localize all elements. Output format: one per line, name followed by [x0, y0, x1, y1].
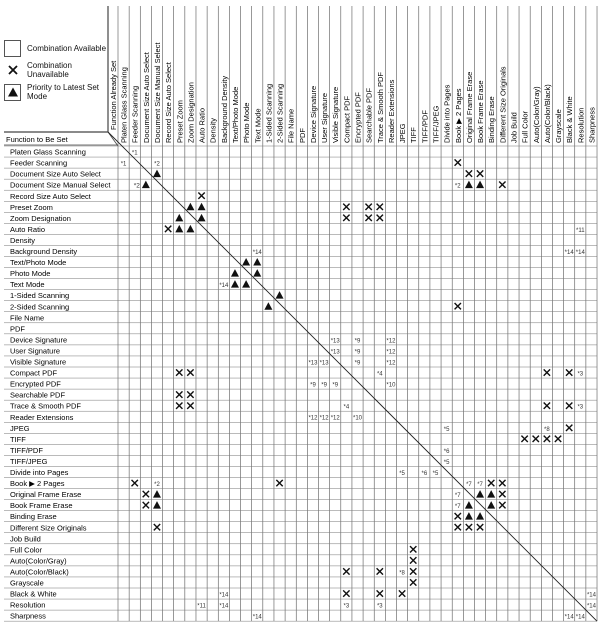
cross-icon — [143, 502, 149, 508]
column-label: 2-Sided Scanning — [275, 83, 285, 143]
note-mark: *9 — [310, 382, 316, 389]
row-label: JPEG — [10, 423, 30, 433]
diagonal-line — [108, 132, 597, 621]
row-label: Platen Glass Scanning — [10, 147, 86, 157]
note-mark: *4 — [376, 371, 383, 378]
cross-icon — [466, 170, 472, 176]
row-label: Device Signature — [10, 335, 68, 345]
note-mark: *7 — [454, 504, 461, 511]
row-label: Different Size Originals — [10, 523, 87, 533]
note-mark: *10 — [386, 382, 396, 389]
column-label: Platen Glass Scanning — [119, 67, 129, 143]
cross-icon — [343, 215, 349, 221]
cross-icon — [488, 480, 494, 486]
row-label: Auto(Color/Gray) — [10, 556, 67, 566]
cross-icon — [455, 303, 461, 309]
note-mark: *2 — [154, 482, 160, 489]
legend-label: Combination Available — [27, 44, 107, 53]
row-label: Auto Ratio — [10, 224, 46, 234]
cross-icon — [176, 391, 182, 397]
col-header-title: Function Already Set — [109, 60, 118, 130]
row-label: File Name — [10, 313, 45, 323]
column-label: Trace & Smooth PDF — [375, 72, 385, 143]
column-label: User Signature — [320, 92, 330, 143]
note-mark: *13 — [330, 349, 340, 356]
cross-icon — [198, 193, 204, 199]
column-label: JPEG — [398, 123, 408, 143]
note-mark: *9 — [354, 360, 361, 367]
row-label: Encrypted PDF — [10, 379, 61, 389]
row-label: Divide into Pages — [10, 468, 69, 477]
note-mark: *14 — [575, 614, 585, 621]
triangle-icon — [175, 214, 183, 222]
row-label: Reader Extensions — [10, 412, 74, 422]
column-label: Document Size Manual Select — [152, 42, 162, 143]
row-label: Book ▶ 2 Pages — [10, 479, 65, 489]
triangle-icon — [487, 490, 495, 498]
note-mark: *14 — [252, 614, 262, 621]
row-label: Book Frame Erase — [10, 501, 73, 511]
note-mark: *3 — [376, 603, 383, 610]
note-mark: *6 — [421, 470, 428, 477]
column-label: Book ▶ 2 Pages — [453, 88, 463, 143]
row-label: Preset Zoom — [10, 202, 53, 212]
cross-icon — [455, 513, 461, 519]
note-mark: *1 — [131, 150, 138, 157]
row-label: TIFF/JPEG — [10, 456, 48, 466]
triangle-icon — [476, 490, 484, 498]
column-label: Different Size Originals — [498, 66, 508, 143]
column-label: Job Build — [509, 112, 519, 143]
note-mark: *14 — [252, 249, 262, 256]
triangle-icon — [231, 269, 239, 277]
triangle-icon — [465, 512, 473, 520]
row-label: Job Build — [10, 534, 41, 544]
note-mark: *11 — [197, 603, 206, 610]
column-label: Visible Signature — [331, 86, 341, 143]
cross-icon — [455, 524, 461, 530]
column-label: Device Signature — [308, 85, 318, 143]
cross-icon — [566, 369, 572, 375]
note-mark: *5 — [399, 470, 405, 477]
note-mark: *2 — [154, 161, 160, 168]
note-mark: *12 — [386, 349, 396, 356]
column-label: Searchable PDF — [364, 87, 374, 143]
cross-icon — [377, 568, 383, 574]
cross-icon — [276, 480, 282, 486]
row-label: Original Frame Erase — [10, 490, 82, 500]
triangle-icon — [153, 170, 161, 178]
row-label: 1-Sided Scanning — [10, 291, 70, 301]
cross-icon — [410, 546, 416, 552]
triangle-icon — [476, 512, 484, 520]
column-label: Auto(Color/Black) — [542, 84, 552, 143]
note-mark: *8 — [399, 570, 405, 577]
cross-icon — [187, 369, 193, 375]
row-label: Sharpness — [10, 611, 46, 621]
cross-icon — [410, 568, 416, 574]
column-label: Binding Erase — [487, 96, 497, 143]
note-mark: *12 — [386, 338, 396, 345]
column-label: Original Frame Erase — [464, 71, 474, 143]
cross-icon — [533, 436, 539, 442]
cross-icon — [410, 557, 416, 563]
column-label: Book Frame Erase — [476, 80, 486, 143]
cross-icon — [399, 590, 405, 596]
note-mark: *7 — [477, 482, 483, 489]
column-label: TIFF — [409, 127, 419, 143]
cross-icon — [555, 436, 561, 442]
cross-icon — [165, 226, 171, 232]
cross-icon — [477, 524, 483, 530]
row-label: Photo Mode — [10, 269, 51, 279]
legend-label: Combination Unavailable — [27, 61, 72, 79]
cross-icon — [544, 369, 550, 375]
row-label: Feeder Scanning — [10, 158, 68, 168]
triangle-icon — [253, 269, 261, 277]
row-label: Zoom Designation — [10, 213, 71, 223]
triangle-icon — [264, 302, 272, 310]
note-mark: *12 — [308, 415, 318, 422]
row-label: Trace & Smooth PDF — [10, 401, 81, 411]
cross-icon — [455, 159, 461, 165]
column-label: Text/Photo Mode — [230, 86, 240, 143]
row-label: TIFF/PDF — [10, 445, 43, 455]
row-label: Black & White — [10, 589, 57, 599]
column-label: Background Density — [219, 75, 229, 143]
note-mark: *7 — [454, 493, 461, 500]
note-mark: *12 — [386, 360, 396, 367]
cross-icon — [377, 590, 383, 596]
cross-icon — [187, 391, 193, 397]
row-label: Grayscale — [10, 578, 44, 588]
note-mark: *9 — [354, 338, 361, 345]
cross-icon — [176, 369, 182, 375]
row-label: Auto(Color/Black) — [10, 567, 69, 577]
column-label: Grayscale — [554, 109, 564, 143]
row-label: Document Size Manual Select — [10, 180, 111, 190]
note-mark: *5 — [443, 459, 450, 466]
cross-icon — [466, 524, 472, 530]
row-label: Text/Photo Mode — [10, 258, 67, 268]
note-mark: *14 — [219, 603, 229, 610]
note-mark: *14 — [575, 249, 585, 256]
row-label: Compact PDF — [10, 368, 58, 378]
column-label: Full Color — [520, 110, 530, 143]
cross-icon — [566, 425, 572, 431]
column-label: Photo Mode — [242, 102, 252, 143]
row-label: PDF — [10, 324, 25, 334]
note-mark: *14 — [564, 249, 574, 256]
cross-icon — [343, 204, 349, 210]
note-mark: *12 — [319, 415, 329, 422]
column-label: Divide into Pages — [442, 84, 452, 143]
cross-icon — [377, 204, 383, 210]
note-mark: *10 — [353, 415, 363, 422]
cross-icon — [343, 590, 349, 596]
triangle-icon — [142, 181, 150, 189]
note-mark: *7 — [466, 482, 472, 489]
row-header-title: Function to Be Set — [6, 135, 68, 144]
triangle-icon — [276, 291, 284, 299]
column-label: Resolution — [576, 107, 586, 143]
row-label: TIFF — [10, 434, 26, 444]
cross-icon — [143, 491, 149, 497]
cross-icon — [544, 402, 550, 408]
cross-icon — [343, 568, 349, 574]
triangle-icon — [153, 490, 161, 498]
note-mark: *9 — [354, 349, 361, 356]
column-label: Preset Zoom — [175, 100, 185, 143]
column-label: Auto(Color/Gray) — [531, 86, 541, 143]
triangle-icon — [242, 280, 250, 288]
column-label: TIFF/JPEG — [431, 105, 441, 143]
note-mark: *9 — [321, 382, 327, 389]
column-label: TIFF/PDF — [420, 110, 430, 143]
note-mark: *5 — [443, 426, 450, 433]
column-label: Text Mode — [253, 108, 263, 143]
column-label: Zoom Designation — [186, 82, 196, 143]
note-mark: *12 — [330, 415, 340, 422]
note-mark: *3 — [577, 371, 584, 378]
cross-icon — [499, 181, 505, 187]
cross-icon — [499, 480, 505, 486]
cross-icon — [544, 436, 550, 442]
legend-label: Priority to Latest Set Mode — [27, 83, 100, 101]
row-label: Binding Erase — [10, 512, 57, 522]
column-label: Feeder Scanning — [130, 85, 140, 143]
row-label: 2-Sided Scanning — [10, 302, 70, 312]
note-mark: *9 — [332, 382, 339, 389]
triangle-icon — [186, 225, 194, 233]
row-label: Record Size Auto Select — [10, 191, 91, 201]
row-label: User Signature — [10, 346, 61, 356]
row-label: Text Mode — [10, 280, 45, 290]
cross-icon — [176, 402, 182, 408]
column-label: Density — [208, 117, 218, 143]
note-mark: *2 — [133, 182, 140, 190]
cross-icon — [365, 215, 371, 221]
triangle-icon — [487, 501, 495, 509]
column-label: Auto Ratio — [197, 107, 207, 143]
note-mark: *14 — [564, 614, 574, 621]
column-label: Compact PDF — [342, 95, 352, 143]
note-mark: *5 — [432, 470, 439, 477]
cross-icon — [566, 402, 572, 408]
note-mark: *14 — [586, 603, 596, 610]
note-mark: *2 — [454, 183, 461, 190]
triangle-icon — [186, 203, 194, 211]
note-mark: *13 — [319, 360, 329, 367]
note-mark: *3 — [577, 404, 584, 411]
cross-icon — [187, 402, 193, 408]
row-label: Full Color — [10, 545, 43, 555]
note-mark: *3 — [343, 603, 350, 610]
row-label: Searchable PDF — [10, 390, 66, 400]
note-mark: *6 — [443, 448, 450, 455]
note-mark: *1 — [120, 161, 127, 168]
note-mark: *11 — [576, 227, 585, 234]
column-label: Encrypted PDF — [353, 92, 363, 143]
cross-icon — [499, 491, 505, 497]
row-label: Visible Signature — [10, 357, 67, 367]
column-label: File Name — [286, 108, 296, 143]
row-label: Density — [10, 235, 36, 245]
cross-icon — [477, 170, 483, 176]
column-label: 1-Sided Scanning — [264, 83, 274, 143]
column-label: PDF — [297, 128, 307, 143]
triangle-icon — [198, 203, 206, 211]
row-label: Resolution — [10, 600, 46, 610]
note-mark: *13 — [308, 360, 318, 367]
cross-icon — [499, 502, 505, 508]
cross-icon — [410, 579, 416, 585]
row-label: Document Size Auto Select — [10, 169, 101, 179]
note-mark: *14 — [219, 592, 229, 599]
cross-icon — [132, 480, 138, 486]
triangle-icon — [153, 501, 161, 509]
cross-icon — [154, 524, 160, 530]
note-mark: *8 — [544, 426, 550, 433]
triangle-icon — [198, 214, 206, 222]
triangle-icon — [476, 181, 484, 189]
triangle-icon — [465, 501, 473, 509]
column-label: Document Size Auto Select — [141, 52, 151, 143]
note-mark: *14 — [586, 592, 596, 599]
note-mark: *4 — [343, 404, 350, 411]
column-label: Black & White — [565, 96, 575, 143]
cross-icon — [377, 215, 383, 221]
column-label: Reader Extensions — [386, 79, 396, 143]
triangle-icon — [253, 258, 261, 266]
note-mark: *13 — [330, 338, 340, 345]
column-label: Sharpness — [587, 107, 597, 143]
note-mark: *14 — [219, 283, 229, 290]
triangle-icon — [175, 225, 183, 233]
triangle-icon — [231, 280, 239, 288]
column-label: Record Size Auto Select — [164, 62, 174, 143]
cross-icon — [521, 436, 527, 442]
triangle-icon — [242, 258, 250, 266]
cross-icon — [365, 204, 371, 210]
row-label: Background Density — [10, 247, 78, 256]
triangle-icon — [465, 181, 473, 189]
